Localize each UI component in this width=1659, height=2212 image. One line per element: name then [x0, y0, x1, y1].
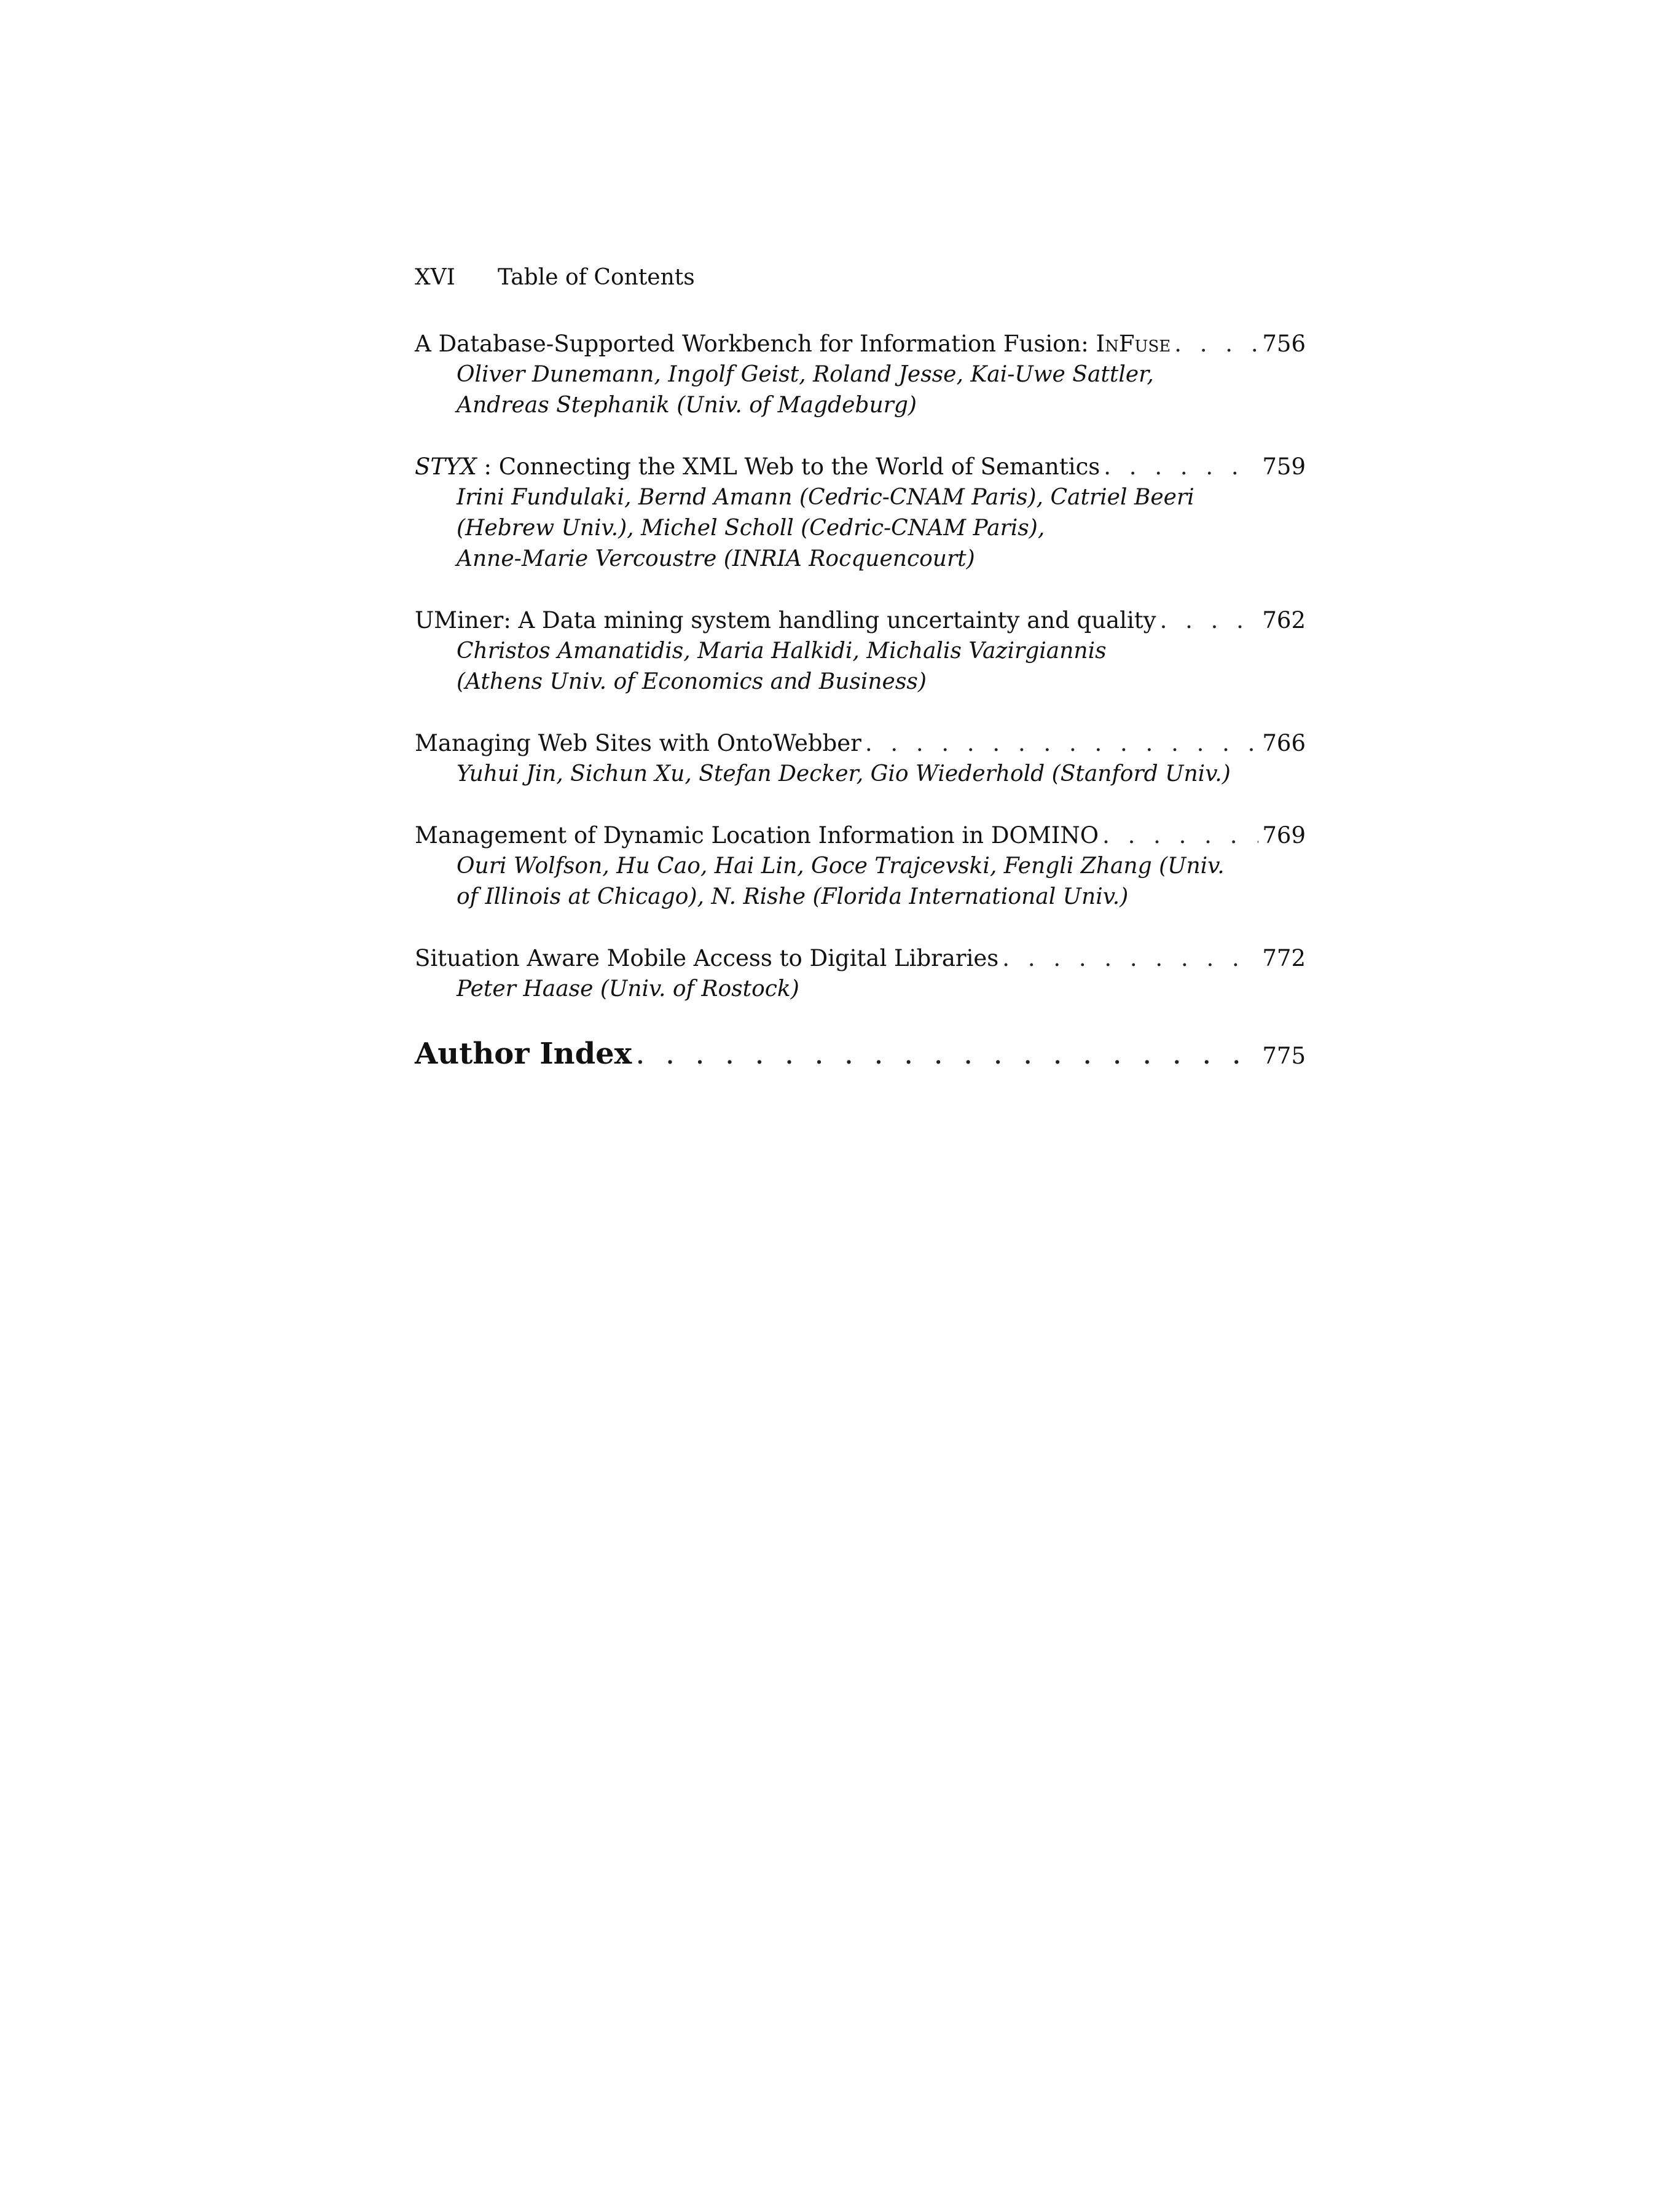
toc-entry-authors [415, 759, 1306, 790]
author-line: (Athens Univ. of Economics and Business) [457, 669, 927, 694]
toc-entry-title-text: : Connecting the XML Web to the World of Semantics [476, 453, 1100, 480]
table-of-contents [415, 329, 1306, 1105]
toc-entry-page: 772 [1262, 945, 1306, 971]
toc-entry [415, 605, 1306, 697]
toc-entry-line[interactable] [415, 605, 1306, 636]
page-number: XVI [415, 265, 455, 290]
toc-entry [415, 820, 1306, 912]
toc-entry-title: Management of Dynamic Location Information in DOMINO [415, 822, 1099, 849]
toc-entry-title [415, 329, 1174, 359]
toc-entry [415, 728, 1306, 790]
dot-leader [1102, 820, 1258, 851]
toc-entry-line[interactable] [415, 943, 1306, 974]
dot-leader [1104, 452, 1258, 482]
toc-entry-authors [415, 482, 1306, 575]
author-line: Oliver Dunemann, Ingolf Geist, Roland Jesse, Kai-Uwe Sattler, [457, 362, 1154, 387]
toc-entry [415, 329, 1306, 421]
author-line: Andreas Stephanik (Univ. of Magdeburg) [457, 393, 917, 418]
toc-entry-page: 759 [1262, 453, 1306, 480]
toc-entry-title: Managing Web Sites with OntoWebber [415, 730, 861, 756]
author-line: of Illinois at Chicago), N. Rishe (Florida International Univ.) [457, 884, 1129, 909]
author-line: Peter Haase (Univ. of Rostock) [457, 976, 799, 1002]
toc-entry-title-smallcaps: InFuse [1096, 331, 1171, 357]
toc-entry [415, 943, 1306, 1005]
dot-leader [635, 1035, 1258, 1072]
running-header [415, 264, 695, 291]
toc-entry-title-prefix: STYX [415, 453, 477, 480]
toc-entry-page: 769 [1262, 822, 1306, 849]
toc-entry-title-text: A Database-Supported Workbench for Information Fusion: [415, 331, 1096, 357]
dot-leader [865, 728, 1259, 759]
toc-entry [415, 452, 1306, 575]
toc-entry-line[interactable] [415, 329, 1306, 359]
dot-leader [1002, 943, 1258, 974]
toc-entry-title: UMiner: A Data mining system handling uncertainty and quality [415, 607, 1156, 633]
author-index-entry [415, 1035, 1306, 1075]
toc-entry-title: Situation Aware Mobile Access to Digital Libraries [415, 945, 999, 971]
toc-entry-authors [415, 359, 1306, 421]
author-index-page: 775 [1262, 1043, 1306, 1069]
author-index-title: Author Index [415, 1037, 632, 1071]
author-line: Yuhui Jin, Sichun Xu, Stefan Decker, Gio Wiederhold (Stanford Univ.) [457, 761, 1231, 786]
dot-leader [1160, 605, 1259, 636]
dot-leader [1174, 329, 1258, 359]
running-title: Table of Contents [498, 265, 695, 290]
toc-entry-authors [415, 851, 1306, 912]
toc-entry-page: 766 [1262, 730, 1306, 756]
toc-entry-line[interactable] [415, 728, 1306, 759]
toc-entry-page: 756 [1262, 331, 1306, 357]
toc-entry-authors [415, 636, 1306, 697]
toc-entry-line[interactable] [415, 452, 1306, 482]
toc-entry-line[interactable] [415, 820, 1306, 851]
toc-entry-title [415, 452, 1104, 482]
author-line: Christos Amanatidis, Maria Halkidi, Michalis Vazirgiannis [457, 638, 1107, 664]
author-line: (Hebrew Univ.), Michel Scholl (Cedric-CNAM Paris), [457, 516, 1045, 541]
author-line: Ouri Wolfson, Hu Cao, Hai Lin, Goce Trajcevski, Fengli Zhang (Univ. [457, 853, 1225, 879]
toc-entry-page: 762 [1262, 607, 1306, 633]
author-line: Anne-Marie Vercoustre (INRIA Rocquencourt) [457, 546, 975, 571]
author-line: Irini Fundulaki, Bernd Amann (Cedric-CNAM Paris), Catriel Beeri [457, 485, 1194, 510]
toc-entry-authors [415, 974, 1306, 1005]
toc-entry-line[interactable] [415, 1035, 1306, 1075]
